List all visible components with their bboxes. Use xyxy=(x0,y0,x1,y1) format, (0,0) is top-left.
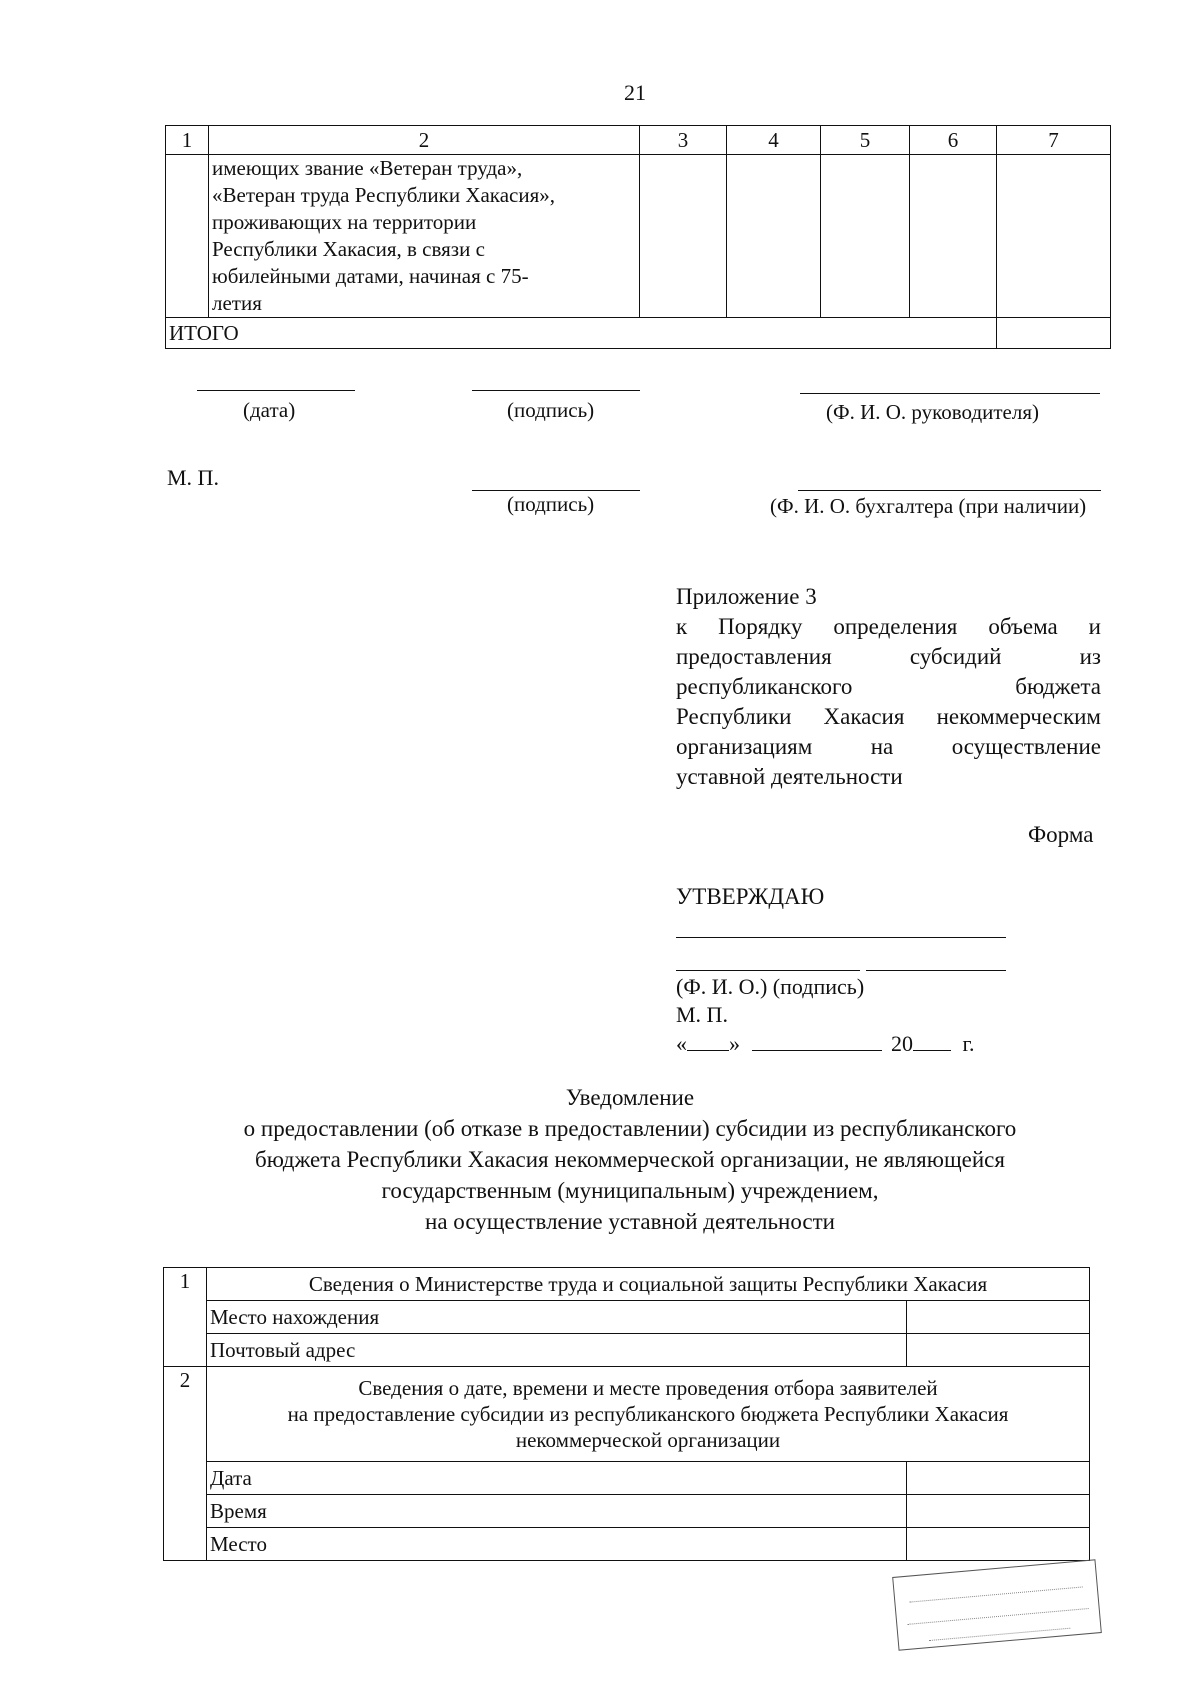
row-label: Почтовый адрес xyxy=(207,1334,907,1367)
month-blank xyxy=(752,1050,882,1051)
year-prefix: 20 xyxy=(891,1031,913,1056)
signature-label-2: (подпись) xyxy=(507,492,595,516)
date-line xyxy=(197,390,355,391)
row-label: Дата xyxy=(207,1462,907,1495)
accountant-name-line xyxy=(798,490,1101,491)
form-label: Форма xyxy=(1028,822,1094,847)
approve-stamp-label: М. П. xyxy=(676,1002,728,1027)
total-label: ИТОГО xyxy=(166,318,997,349)
value-cell xyxy=(907,1528,1090,1561)
col-header: 5 xyxy=(821,126,910,155)
value-cell xyxy=(907,1301,1090,1334)
section-2-header-row xyxy=(164,1367,1090,1462)
category-line: проживающих на территории xyxy=(212,210,477,234)
notice-title: Уведомление xyxy=(565,1085,695,1110)
position-line xyxy=(676,937,1006,938)
annex-line: Приложение 3 xyxy=(676,584,817,609)
category-cell xyxy=(209,155,640,318)
category-line: летия xyxy=(212,291,262,315)
col-header: 6 xyxy=(910,126,997,155)
section-heading xyxy=(207,1367,1090,1462)
value-cell xyxy=(907,1462,1090,1495)
notice-table xyxy=(163,1267,1090,1561)
annex-line: республиканского бюджета xyxy=(676,674,1101,699)
section-heading-line: Сведения о дате, времени и месте проведения отбора заявителей xyxy=(358,1376,938,1400)
page-number: 21 xyxy=(624,80,646,105)
approve-signature-line xyxy=(866,970,1006,971)
col-header: 3 xyxy=(640,126,727,155)
approve-title: УТВЕРЖДАЮ xyxy=(676,884,825,909)
fio-signature-label: (Ф. И. О.) (подпись) xyxy=(676,974,865,999)
value-cell xyxy=(907,1334,1090,1367)
year-suffix: г. xyxy=(962,1031,975,1056)
accountant-name-label: (Ф. И. О. бухгалтера (при наличии) xyxy=(770,494,1087,518)
total-value-cell xyxy=(997,318,1111,349)
signature-label: (подпись) xyxy=(507,398,595,422)
row-label: Время xyxy=(207,1495,907,1528)
annex-heading xyxy=(676,582,1101,792)
section-1-header-row xyxy=(164,1268,1090,1301)
annex-line: организациям на осуществление xyxy=(676,734,1101,759)
section-number: 1 xyxy=(164,1268,207,1367)
section-heading-line: некоммерческой организации xyxy=(515,1428,781,1452)
fio-line xyxy=(676,970,860,971)
row-label: Место xyxy=(207,1528,907,1561)
notice-line: на осуществление уставной деятельности xyxy=(425,1209,835,1234)
subsidy-table xyxy=(165,125,1111,349)
col-header: 7 xyxy=(997,126,1111,155)
col-header: 4 xyxy=(727,126,821,155)
approve-date xyxy=(676,1031,975,1057)
table-row xyxy=(164,1334,1090,1367)
value-cell xyxy=(907,1495,1090,1528)
table-row xyxy=(164,1495,1090,1528)
total-row xyxy=(166,318,1111,349)
table-row xyxy=(164,1301,1090,1334)
table-row xyxy=(164,1462,1090,1495)
stamp-place-label: М. П. xyxy=(167,465,219,490)
table-header-row xyxy=(166,126,1111,155)
category-line: Республики Хакасия, в связи с xyxy=(212,237,485,261)
section-number: 2 xyxy=(164,1367,207,1561)
day-blank xyxy=(687,1050,729,1051)
notice-line: о предоставлении (об отказе в предоставлении) субсидии из республиканского xyxy=(243,1116,1017,1141)
table-row xyxy=(164,1528,1090,1561)
category-line: «Ветеран труда Республики Хакасия», xyxy=(212,183,555,207)
category-line: юбилейными датами, начиная с 75- xyxy=(212,264,529,288)
section-heading: Сведения о Министерстве труда и социальной защиты Республики Хакасия xyxy=(207,1268,1090,1301)
row-label: Место нахождения xyxy=(207,1301,907,1334)
registration-stamp xyxy=(892,1559,1102,1650)
notice-title-block xyxy=(150,1082,1110,1237)
head-name-line xyxy=(800,393,1100,394)
col-header: 1 xyxy=(166,126,209,155)
date-close-quote: » xyxy=(729,1031,740,1056)
annex-line: уставной деятельности xyxy=(676,764,903,789)
notice-line: государственным (муниципальным) учреждением, xyxy=(381,1178,879,1203)
date-label: (дата) xyxy=(243,398,296,422)
signature-line-2 xyxy=(472,490,640,491)
head-name-label: (Ф. И. О. руководителя) xyxy=(826,400,1039,424)
year-blank xyxy=(913,1050,951,1051)
date-open-quote: « xyxy=(676,1031,687,1056)
annex-line: Республики Хакасия некоммерческим xyxy=(676,704,1101,729)
notice-line: бюджета Республики Хакасия некоммерческой организации, не являющейся xyxy=(255,1147,1005,1172)
signature-line xyxy=(472,390,640,391)
category-line: имеющих звание «Ветеран труда», xyxy=(212,156,523,180)
annex-line: к Порядку определения объема и xyxy=(676,614,1101,639)
col-header: 2 xyxy=(209,126,640,155)
annex-line: предоставления субсидий из xyxy=(676,644,1101,669)
section-heading-line: на предоставление субсидии из республиканского бюджета Республики Хакасия xyxy=(287,1402,1009,1426)
table-row xyxy=(166,155,1111,318)
